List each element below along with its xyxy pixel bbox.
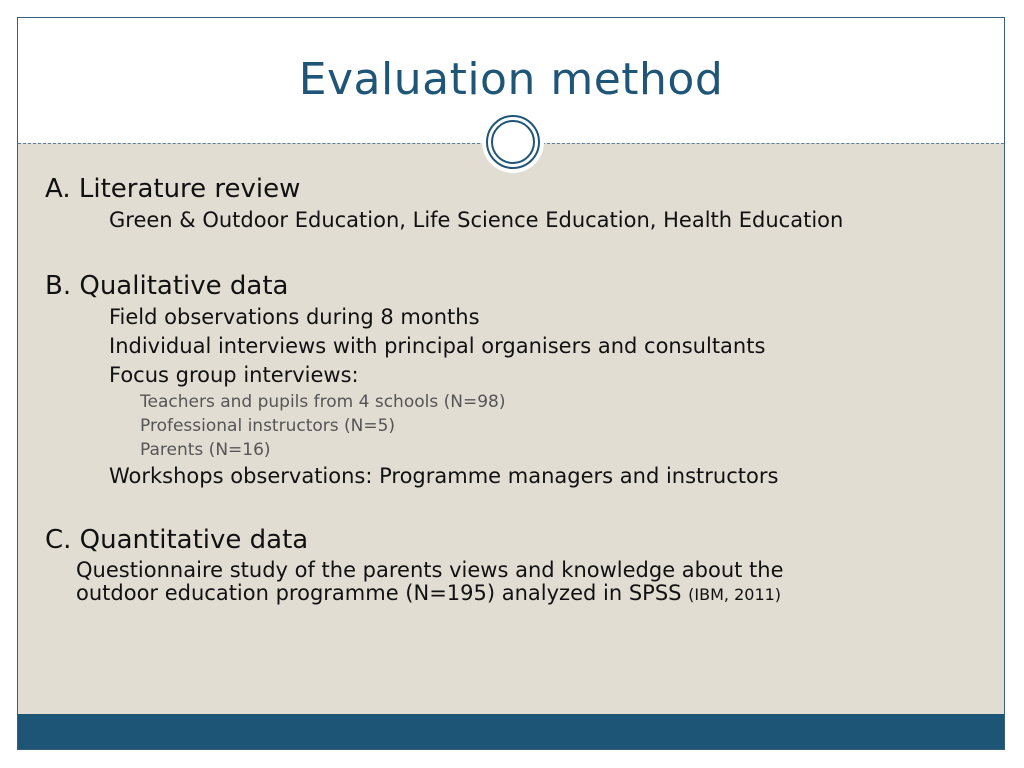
section-c-heading: C. Quantitative data [45, 525, 309, 555]
footer-bar [18, 714, 1004, 749]
section-c-line: Questionnaire study of the parents views and knowledge about the [76, 558, 784, 582]
section-b-item: Field observations during 8 months [109, 305, 480, 329]
section-b-item: Individual interviews with principal organisers and consultants [109, 334, 766, 358]
slide-content [45, 174, 985, 606]
section-c-paragraph [76, 559, 985, 606]
section-b-subitem: Parents (N=16) [140, 440, 271, 460]
section-a-heading: A. Literature review [45, 174, 301, 204]
citation: (IBM, 2011) [688, 585, 782, 604]
section-c-line [76, 582, 985, 606]
section-c-line-text: outdoor education programme (N=195) analyzed in SPSS [76, 581, 682, 605]
slide [17, 17, 1005, 750]
section-b-subitem: Teachers and pupils from 4 schools (N=98) [140, 392, 506, 412]
ring-inner-icon [491, 120, 535, 164]
section-b-heading: B. Qualitative data [45, 271, 289, 301]
section-b-item: Workshops observations: Programme managers and instructors [109, 464, 779, 488]
section-a-item: Green & Outdoor Education, Life Science Education, Health Education [109, 208, 844, 232]
section-b-subitem: Professional instructors (N=5) [140, 416, 396, 436]
section-b-item: Focus group interviews: [109, 363, 359, 387]
slide-title: Evaluation method [298, 54, 724, 105]
